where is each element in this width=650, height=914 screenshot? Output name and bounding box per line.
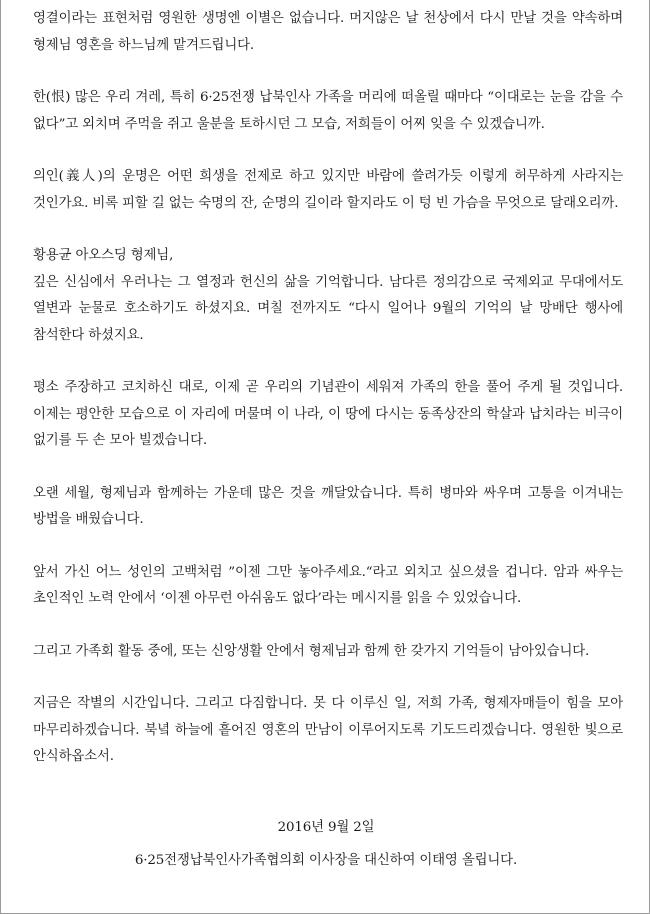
paragraph-years: 오랜 세월, 형제님과 함께하는 가운데 많은 것을 깨달았습니다. 특히 병마와 싸우며 고통을 이겨내는 방법을 배웠습니다. xyxy=(33,485,623,527)
paragraph-activities: 그리고 가족회 활동 중에, 또는 신앙생활 안에서 형제님과 함께 한 갖가지 기억들이 남아있습니다. xyxy=(33,643,590,659)
paragraph-saint: 앞서 가신 어느 성인의 고백처럼 ”이젠 그만 놓아주세요.“라고 외치고 싶으셨을 겁니다. 암과 싸우는 초인적인 노력 안에서 ‘이젠 아무런 아쉬움도 없다’라는 메시지를 읽을 수 있었습니다. xyxy=(33,564,623,606)
letter-signature: 6·25전쟁납북인사가족협의회 이사장을 대신하여 이태영 올립니다. xyxy=(134,853,518,868)
letter-body xyxy=(33,6,623,797)
paragraph-farewell: 영결이라는 표현처럼 영원한 생명엔 이별은 없습니다. 머지않은 날 천상에서 다시 만날 것을 약속하며 형제님 영혼을 하느님께 맡겨드립니다. xyxy=(33,11,623,53)
paragraph-han: 한(恨) 많은 우리 겨레, 특히 6·25전쟁 납북인사 가족을 머리에 떠올릴 때마다 “이대로는 눈을 감을 수 없다”고 외치며 주먹을 쥐고 울분을 토하시던 그 모습, 저희들이 어찌 잊을 수 있겠습니까. xyxy=(33,90,623,132)
letter-date: 2016년 9월 2일 xyxy=(277,820,375,835)
paragraph-closing: 지금은 작별의 시간입니다. 그리고 다짐합니다. 못 다 이루신 일, 저희 가족, 형제자매들이 힘을 모아 마무리하겠습니다. 북녘 하늘에 흩어진 영혼의 만남이 이루어지도록 기도드리겠습니다. 영원한 빛으로 안식하옵소서. xyxy=(33,696,623,764)
paragraph-memorial: 평소 주장하고 코치하신 대로, 이제 곧 우리의 기념관이 세워져 가족의 한을 풀어 주게 될 것입니다. 이제는 평안한 모습으로 이 자리에 머물며 이 나라, 이 땅에 다시는 동족상잔의 학살과 납치라는 비극이 없기를 두 손 모아 빌겠습니다. xyxy=(33,380,623,448)
paragraph-memory: 깊은 신심에서 우러나는 그 열정과 헌신의 삶을 기억합니다. 남다른 정의감으로 국제외교 무대에서도 열변과 눈물로 호소하기도 하셨지요. 며칠 전까지도 “다시 일어나 9월의 기억의 날 망배단 행사에 참석한다 하셨지요. xyxy=(33,274,623,343)
paragraph-righteous: 의인(義人)의 운명은 어떤 희생을 전제로 하고 있지만 바람에 쓸려가듯 이렇게 허무하게 사라지는 것인가요. 비록 피할 길 없는 숙명의 잔, 순명의 길이라 할지라도 이 텅 빈 가슴을 무엇으로 달래오리까. xyxy=(33,169,623,211)
paragraph-salutation: 황용균 아오스딩 형제님, xyxy=(33,248,174,263)
